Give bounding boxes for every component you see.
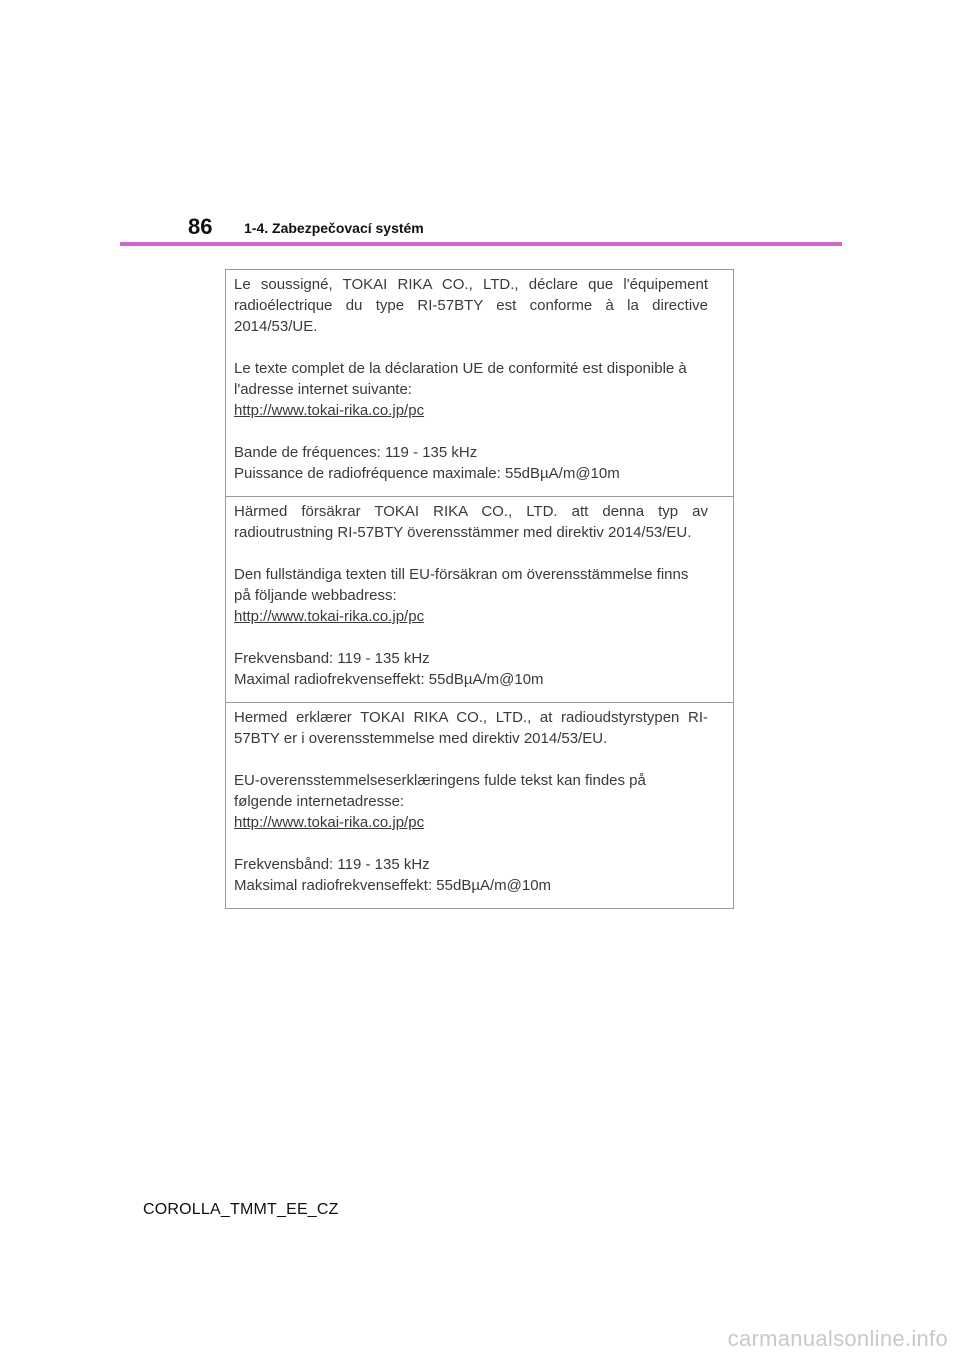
declaration-url-link[interactable]: http://www.tokai-rika.co.jp/pc [234, 402, 425, 419]
availability-text [234, 358, 708, 421]
section-title: 1-4. Zabezpečovací systém [244, 220, 424, 236]
technical-data [234, 854, 708, 896]
declaration-section-fr [226, 270, 733, 496]
header-rule [120, 242, 842, 246]
declaration-url-link[interactable]: http://www.tokai-rika.co.jp/pc [234, 814, 425, 831]
page-number: 86 [188, 214, 213, 239]
max-power: Puissance de radiofréquence maximale: 55dBµA/m@10m [234, 465, 620, 482]
availability-line: følgende internetadresse: [234, 793, 405, 810]
availability-line: på följande webbadress: [234, 587, 397, 604]
declaration-section-sv [226, 496, 733, 702]
declaration-intro: Le soussigné, TOKAI RIKA CO., LTD., déclare que l'équipement radioélectrique du type RI-57BTY est conforme à la directive 2014/53/UE. [234, 276, 708, 335]
header-rule-bar [120, 242, 842, 246]
declaration-intro: Hermed erklærer TOKAI RIKA CO., LTD., at radioudstyrstypen RI-57BTY er i overensstemmelse med direktiv 2014/53/EU. [234, 709, 708, 747]
availability-line: Den fullständiga texten till EU-försäkran om överensstämmelse finns [234, 566, 689, 583]
declaration-url-link[interactable]: http://www.tokai-rika.co.jp/pc [234, 608, 425, 625]
availability-text [234, 770, 708, 833]
availability-text [234, 564, 708, 627]
availability-line: EU-overensstemmelseserklæringens fulde tekst kan findes på [234, 772, 646, 789]
watermark: carmanualsonline.info [727, 1326, 948, 1351]
technical-data [234, 648, 708, 690]
availability-line: l'adresse internet suivante: [234, 381, 412, 398]
declaration-box [225, 269, 734, 909]
frequency-band: Bande de fréquences: 119 - 135 kHz [234, 444, 478, 461]
document-code: COROLLA_TMMT_EE_CZ [143, 1201, 339, 1218]
declaration-section-da [226, 702, 733, 908]
declaration-intro: Härmed försäkrar TOKAI RIKA CO., LTD. att denna typ av radioutrustning RI-57BTY överensstämmer med direktiv 2014/53/EU. [234, 503, 708, 541]
frequency-band: Frekvensband: 119 - 135 kHz [234, 650, 430, 667]
max-power: Maksimal radiofrekvenseffekt: 55dBµA/m@10m [234, 877, 552, 894]
availability-line: Le texte complet de la déclaration UE de conformité est disponible à [234, 360, 687, 377]
max-power: Maximal radiofrekvenseffekt: 55dBµA/m@10m [234, 671, 544, 688]
frequency-band: Frekvensbånd: 119 - 135 kHz [234, 856, 430, 873]
technical-data [234, 442, 708, 484]
